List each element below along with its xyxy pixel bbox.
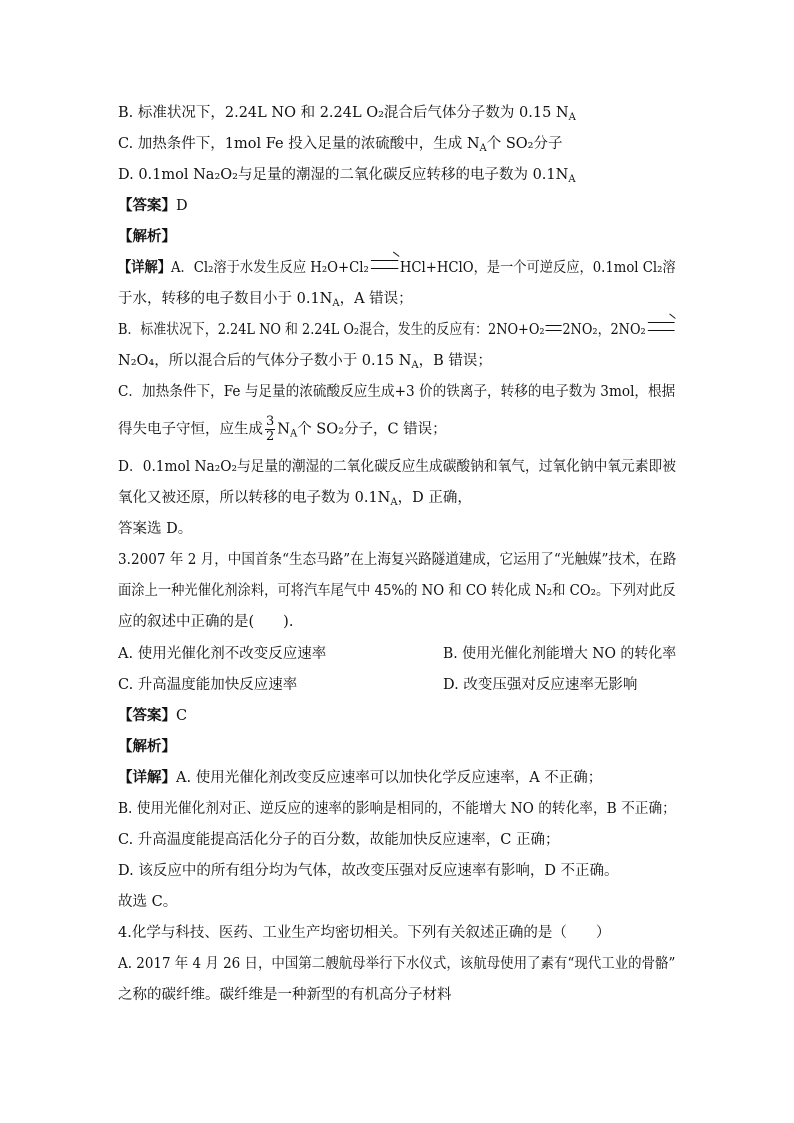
q3-detail-a: 【详解】A. 使用光催化剂改变反应速率可以加快化学反应速率，A 不正确； <box>118 769 603 786</box>
q2-option-d: D. 0.1mol Na₂O₂与足量的潮湿的二氧化碳反应转移的电子数为 $0.1N_A$ <box>118 167 576 185</box>
q3-detail-c: C. 升高温度能提高活化分子的百分数，故能加快反应速率，C 正确； <box>118 832 560 848</box>
q2-detail-c-line1: C．加热条件下，Fe 与足量的浓硫酸反应生成+3 价的铁离子，转移的电子数为 3mol，根据 <box>118 384 676 400</box>
q3-detail-d: D. 该反应中的所有组分均为气体，故改变压强对反应速率有影响，D 不正确。 <box>118 863 619 879</box>
q2-detail-c-line2: 得失电子守恒，应生成 $\frac{3}{2}$ $N_A$个 SO₂分子，C 错误； <box>118 414 447 444</box>
q4-stem: 4.化学与科技、医药、工业生产均密切相关。下列有关叙述正确的是（ ） <box>118 925 611 941</box>
q4-option-a-line1: A. 2017 年 4 月 26 日，中国第二艘航母举行下水仪式，该航母使用了素有“现代工业的骨骼” <box>118 956 676 972</box>
q3-stem-line1: 3.2007 年 2 月，中国首条“生态马路”在上海复兴路隧道建成，它运用了“光触媒”技术，在路 <box>118 552 677 568</box>
fraction: $\frac{3}{2}$ <box>266 414 275 444</box>
reversible-arrow-icon <box>371 260 398 269</box>
q4-option-a-line2: 之称的碳纤维。碳纤维是一种新型的有机高分子材料 <box>118 987 452 1003</box>
q3-stem-line3: 应的叙述中正确的是( ). <box>118 614 294 630</box>
q2-option-c: C. 加热条件下，1mol Fe 投入足量的浓硫酸中，生成 $N_A$个 SO₂分子 <box>118 136 563 154</box>
equals-sign-icon <box>545 325 561 331</box>
q2-analysis-label: 【解析】 <box>118 228 176 245</box>
q2-answer: 【答案】D <box>118 197 188 214</box>
q2-detail-d-line2: 氧化又被还原，所以转移的电子数为 $0.1N_A$，D 正确， <box>118 490 472 508</box>
q3-detail-b: B. 使用光催化剂对正、逆反应的速率的影响是相同的，不能增大 NO 的转化率，B 不正确； <box>118 801 676 817</box>
q3-stem-line2: 面涂上一种光催化剂涂料，可将汽车尾气中 45%的 NO 和 CO 转化成 N₂和 CO₂。下列对此反 <box>118 583 676 599</box>
q3-analysis-label: 【解析】 <box>118 738 176 755</box>
q3-option-d: D. 改变压强对反应速率无影响 <box>443 677 638 693</box>
q3-answer: 【答案】C <box>118 707 188 724</box>
q3-option-b: B. 使用光催化剂能增大 NO 的转化率 <box>443 646 677 662</box>
reversible-arrow-icon <box>647 322 674 331</box>
q3-conclusion: 故选 C。 <box>118 894 178 910</box>
q2-conclusion: 答案选 D。 <box>118 521 193 537</box>
q2-detail-a-line1: 【详解】A．Cl₂溶于水发生反应 H₂O+Cl₂ HCl+HClO，是一个可逆反应，0.1mol Cl₂溶 <box>118 259 676 276</box>
q2-detail-b-line2: N₂O₄，所以混合后的气体分子数小于 0.15 $N_A$，B 错误； <box>118 353 492 371</box>
q3-option-c: C. 升高温度能加快反应速率 <box>118 677 298 693</box>
q2-detail-d-line1: D．0.1mol Na₂O₂与足量的潮湿的二氧化碳反应生成碳酸钠和氧气，过氧化钠中氧元素即被 <box>118 459 676 475</box>
q2-detail-b-line1: B．标准状况下，2.24L NO 和 2.24L O₂混合，发生的反应有：2NO+O₂ 2NO₂，2NO₂ <box>118 321 676 339</box>
q2-detail-a-line2: 于水，转移的电子数目小于 $0.1N_A$，A 错误； <box>118 291 413 309</box>
q2-option-b: B. 标准状况下，2.24L NO 和 2.24L O₂混合后气体分子数为 0.15 $N_A$ <box>118 105 576 123</box>
q3-option-a: A. 使用光催化剂不改变反应速率 <box>118 646 327 662</box>
